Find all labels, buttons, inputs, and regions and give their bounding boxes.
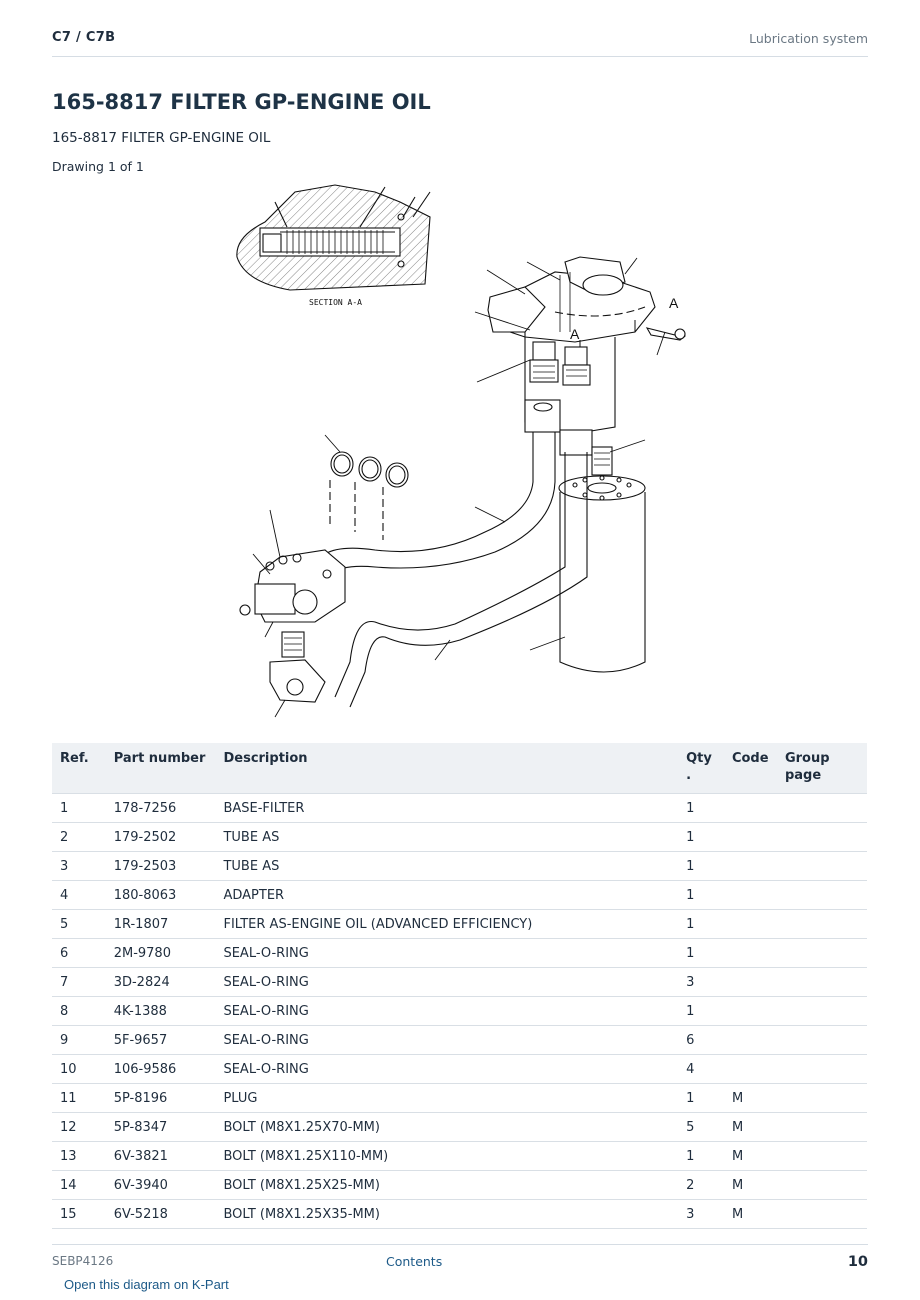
cell-description: SEAL-O-RING bbox=[215, 1026, 678, 1055]
cell-ref: 1 bbox=[52, 794, 106, 823]
cell-ref: 9 bbox=[52, 1026, 106, 1055]
cell-group-page bbox=[777, 794, 867, 823]
cell-description: BOLT (M8X1.25X25-MM) bbox=[215, 1171, 678, 1200]
cell-code bbox=[724, 1055, 777, 1084]
page-subtitle: 165-8817 FILTER GP-ENGINE OIL bbox=[52, 130, 271, 146]
drawing-count: Drawing 1 of 1 bbox=[52, 159, 144, 174]
col-ref: Ref. bbox=[52, 743, 106, 794]
cell-part-number: 3D-2824 bbox=[106, 968, 216, 997]
cell-qty: 1 bbox=[678, 910, 724, 939]
cell-ref: 14 bbox=[52, 1171, 106, 1200]
cell-qty: 1 bbox=[678, 881, 724, 910]
section-marker-a: A bbox=[570, 326, 580, 342]
cell-part-number: 5P-8196 bbox=[106, 1084, 216, 1113]
cell-qty: 2 bbox=[678, 1171, 724, 1200]
cell-qty: 1 bbox=[678, 939, 724, 968]
cell-ref: 15 bbox=[52, 1200, 106, 1229]
cell-part-number: 6V-3821 bbox=[106, 1142, 216, 1171]
open-in-kpart-link[interactable]: Open this diagram on K-Part bbox=[64, 1277, 229, 1292]
cell-ref: 3 bbox=[52, 852, 106, 881]
table-row bbox=[52, 1084, 867, 1113]
cell-qty: 1 bbox=[678, 1084, 724, 1113]
cell-part-number: 178-7256 bbox=[106, 794, 216, 823]
cell-description: FILTER AS-ENGINE OIL (ADVANCED EFFICIENCY) bbox=[215, 910, 678, 939]
table-row bbox=[52, 852, 867, 881]
cell-ref: 10 bbox=[52, 1055, 106, 1084]
col-part-number: Part number bbox=[106, 743, 216, 794]
col-qty: Qty . bbox=[678, 743, 724, 794]
cell-description: BOLT (M8X1.25X70-MM) bbox=[215, 1113, 678, 1142]
cell-code bbox=[724, 881, 777, 910]
section-label: Lubrication system bbox=[749, 31, 868, 46]
cell-part-number: 179-2502 bbox=[106, 823, 216, 852]
cell-code bbox=[724, 852, 777, 881]
cell-group-page bbox=[777, 823, 867, 852]
cell-description: BASE-FILTER bbox=[215, 794, 678, 823]
cell-qty: 4 bbox=[678, 1055, 724, 1084]
cell-part-number: 4K-1388 bbox=[106, 997, 216, 1026]
cell-part-number: 106-9586 bbox=[106, 1055, 216, 1084]
table-header-row bbox=[52, 743, 867, 794]
table-row bbox=[52, 1142, 867, 1171]
cell-code: M bbox=[724, 1171, 777, 1200]
cell-part-number: 1R-1807 bbox=[106, 910, 216, 939]
table-row bbox=[52, 997, 867, 1026]
cell-part-number: 6V-3940 bbox=[106, 1171, 216, 1200]
cell-code bbox=[724, 910, 777, 939]
cell-code bbox=[724, 968, 777, 997]
cell-part-number: 179-2503 bbox=[106, 852, 216, 881]
model-label: C7 / C7B bbox=[52, 30, 116, 45]
cell-code bbox=[724, 823, 777, 852]
table-row bbox=[52, 881, 867, 910]
cell-description: SEAL-O-RING bbox=[215, 997, 678, 1026]
cell-code: M bbox=[724, 1142, 777, 1171]
page-header bbox=[52, 28, 868, 57]
cell-ref: 4 bbox=[52, 881, 106, 910]
cell-ref: 13 bbox=[52, 1142, 106, 1171]
col-group-page: Group page bbox=[777, 743, 867, 794]
cell-qty: 1 bbox=[678, 794, 724, 823]
cell-code: M bbox=[724, 1084, 777, 1113]
table-row bbox=[52, 968, 867, 997]
cell-description: ADAPTER bbox=[215, 881, 678, 910]
cell-group-page bbox=[777, 1113, 867, 1142]
section-label: SECTION A-A bbox=[309, 298, 362, 307]
cell-ref: 7 bbox=[52, 968, 106, 997]
filter-canister bbox=[559, 476, 645, 672]
table-row bbox=[52, 823, 867, 852]
page-title: 165-8817 FILTER GP-ENGINE OIL bbox=[52, 90, 431, 114]
cell-part-number: 6V-5218 bbox=[106, 1200, 216, 1229]
table-row bbox=[52, 939, 867, 968]
cell-group-page bbox=[777, 997, 867, 1026]
cell-group-page bbox=[777, 939, 867, 968]
cell-code: M bbox=[724, 1200, 777, 1229]
cell-ref: 6 bbox=[52, 939, 106, 968]
table-row bbox=[52, 1171, 867, 1200]
cell-part-number: 5F-9657 bbox=[106, 1026, 216, 1055]
cell-group-page bbox=[777, 968, 867, 997]
cell-code: M bbox=[724, 1113, 777, 1142]
page-number: 10 bbox=[847, 1254, 868, 1270]
col-description: Description bbox=[215, 743, 678, 794]
cell-qty: 5 bbox=[678, 1113, 724, 1142]
cell-group-page bbox=[777, 1200, 867, 1229]
cell-ref: 2 bbox=[52, 823, 106, 852]
filter-base bbox=[488, 257, 685, 432]
cell-group-page bbox=[777, 1055, 867, 1084]
cell-group-page bbox=[777, 1142, 867, 1171]
table-row bbox=[52, 1055, 867, 1084]
cell-description: BOLT (M8X1.25X110-MM) bbox=[215, 1142, 678, 1171]
cell-description: TUBE AS bbox=[215, 823, 678, 852]
cell-part-number: 2M-9780 bbox=[106, 939, 216, 968]
cell-description: SEAL-O-RING bbox=[215, 1055, 678, 1084]
cell-code bbox=[724, 939, 777, 968]
cell-part-number: 180-8063 bbox=[106, 881, 216, 910]
cell-code bbox=[724, 997, 777, 1026]
cell-description: PLUG bbox=[215, 1084, 678, 1113]
cell-group-page bbox=[777, 1026, 867, 1055]
table-row bbox=[52, 910, 867, 939]
cell-description: BOLT (M8X1.25X35-MM) bbox=[215, 1200, 678, 1229]
cell-group-page bbox=[777, 1171, 867, 1200]
cell-ref: 11 bbox=[52, 1084, 106, 1113]
table-row bbox=[52, 1200, 867, 1229]
table-row bbox=[52, 794, 867, 823]
page-footer bbox=[52, 1244, 868, 1270]
cell-qty: 1 bbox=[678, 852, 724, 881]
cell-part-number: 5P-8347 bbox=[106, 1113, 216, 1142]
adapter-fittings bbox=[525, 342, 612, 475]
cell-group-page bbox=[777, 881, 867, 910]
parts-table bbox=[52, 743, 867, 1229]
cell-qty: 3 bbox=[678, 968, 724, 997]
parts-diagram bbox=[225, 182, 695, 722]
cell-group-page bbox=[777, 1084, 867, 1113]
table-row bbox=[52, 1113, 867, 1142]
section-marker-a-right: A bbox=[669, 295, 679, 311]
cell-code bbox=[724, 794, 777, 823]
cell-qty: 1 bbox=[678, 823, 724, 852]
cell-ref: 5 bbox=[52, 910, 106, 939]
cell-qty: 1 bbox=[678, 997, 724, 1026]
cell-code bbox=[724, 1026, 777, 1055]
col-code: Code bbox=[724, 743, 777, 794]
cell-ref: 12 bbox=[52, 1113, 106, 1142]
tubes bbox=[325, 432, 587, 707]
lower-adapter-block bbox=[240, 550, 345, 702]
cell-ref: 8 bbox=[52, 997, 106, 1026]
cell-group-page bbox=[777, 910, 867, 939]
cell-description: SEAL-O-RING bbox=[215, 968, 678, 997]
contents-link[interactable]: Contents bbox=[386, 1254, 443, 1269]
cell-qty: 3 bbox=[678, 1200, 724, 1229]
cell-qty: 6 bbox=[678, 1026, 724, 1055]
cell-qty: 1 bbox=[678, 1142, 724, 1171]
cell-description: TUBE AS bbox=[215, 852, 678, 881]
o-rings bbox=[330, 452, 408, 540]
document-id: SEBP4126 bbox=[52, 1254, 114, 1268]
section-view bbox=[237, 185, 430, 290]
table-row bbox=[52, 1026, 867, 1055]
cell-description: SEAL-O-RING bbox=[215, 939, 678, 968]
cell-group-page bbox=[777, 852, 867, 881]
